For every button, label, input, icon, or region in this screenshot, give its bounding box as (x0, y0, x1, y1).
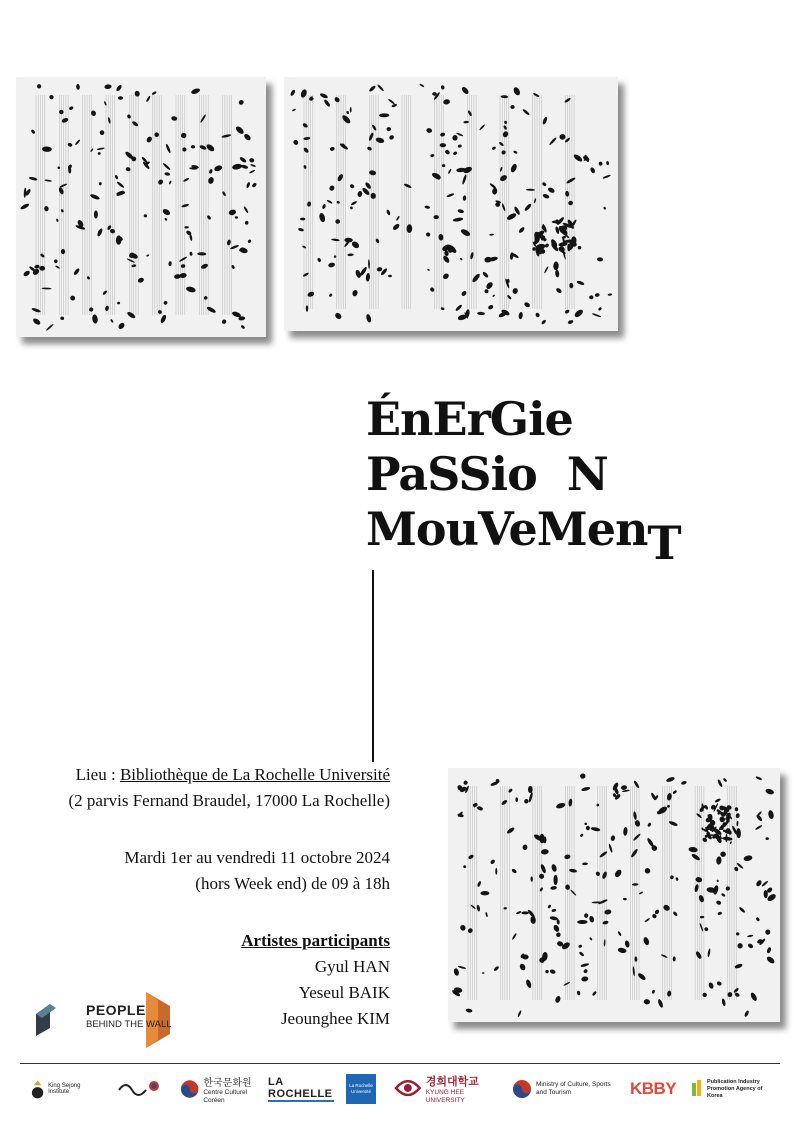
la-rochelle-universite-logo (346, 1070, 382, 1108)
taegeuk-icon (180, 1079, 199, 1099)
la-rochelle-text: LA ROCHELLE (268, 1076, 333, 1100)
universite-text: La Rochelle Université (346, 1074, 376, 1104)
title-line-3-part-a: MouVeMen (366, 502, 648, 556)
artist-name: Jeounghee KIM (280, 1009, 390, 1028)
dates-block (124, 845, 390, 897)
kbby-logo (630, 1070, 680, 1108)
artist-name: Yeseul BAIK (298, 983, 390, 1002)
artwork-image-2 (284, 77, 618, 331)
ministry-culture-logo (512, 1070, 622, 1108)
korean-cultural-centre-sub: Centre Culturel Coréen (203, 1088, 248, 1104)
kbby-text: KBBY (630, 1079, 677, 1098)
artwork-score-2 (284, 77, 618, 331)
title-line-3-part-b: T (647, 516, 681, 570)
ministry-text: Ministry of Culture, Sports and Tourism (536, 1081, 611, 1096)
kyung-hee-text: 경희대학교 (425, 1076, 479, 1088)
title-line-3 (366, 502, 681, 570)
artist-name: Gyul HAN (314, 957, 390, 976)
artists-heading: Artistes participants (241, 931, 390, 950)
artists-block (241, 928, 390, 1032)
dates-line-2: (hors Week end) de 09 à 18h (195, 874, 390, 893)
publication-agency-text: Publication Industry Promotion Agency of Korea (707, 1078, 763, 1099)
venue-label: Lieu : (75, 765, 116, 784)
kyung-hee-sub: KYUNG HEE UNIVERSITY (425, 1089, 465, 1104)
calligraphy-icon (116, 1076, 160, 1102)
exhibition-title (366, 392, 681, 570)
venue-address: (2 parvis Fernand Braudel, 17000 La Rochelle) (68, 791, 390, 810)
title-line-1: ÉnErGie (366, 392, 573, 446)
artwork-score-1 (16, 77, 266, 337)
artwork-image-3 (448, 768, 780, 1022)
kyung-hee-emblem-icon (394, 1076, 422, 1102)
artwork-image-1 (16, 77, 266, 337)
organizer-name: PEOPLE (86, 1002, 146, 1018)
title-line-2 (366, 447, 681, 502)
people-behind-the-wall-logo (34, 990, 184, 1050)
korean-cultural-centre-logo (180, 1070, 268, 1108)
venue-name: Bibliothèque de La Rochelle Université (119, 765, 390, 784)
korean-cultural-centre-text: 한국문화원 (203, 1077, 252, 1089)
title-line-2-part-b: N (566, 447, 608, 501)
calligraphy-logo (116, 1070, 166, 1108)
venue-block (69, 762, 391, 814)
dates-line-1: Mardi 1er au vendredi 11 octobre 2024 (124, 848, 390, 867)
artwork-score-3 (448, 768, 780, 1022)
king-sejong-institute-logo (30, 1070, 100, 1108)
king-sejong-icon (30, 1078, 45, 1100)
king-sejong-text: King Sejong Institute (48, 1083, 81, 1095)
kyung-hee-university-logo (394, 1070, 504, 1108)
title-line-2-part-a: PaSSio (366, 447, 537, 501)
sponsor-logos (28, 1070, 772, 1108)
publication-agency-logo (692, 1070, 772, 1108)
vertical-divider (372, 570, 374, 762)
publication-agency-icon (692, 1080, 704, 1098)
venue-line (69, 762, 391, 788)
ministry-taegeuk-icon (512, 1079, 532, 1099)
ville-la-rochelle-logo (268, 1070, 334, 1108)
organizer-tagline: BEHIND THE WALL (86, 1019, 172, 1030)
footer-divider (20, 1063, 780, 1064)
